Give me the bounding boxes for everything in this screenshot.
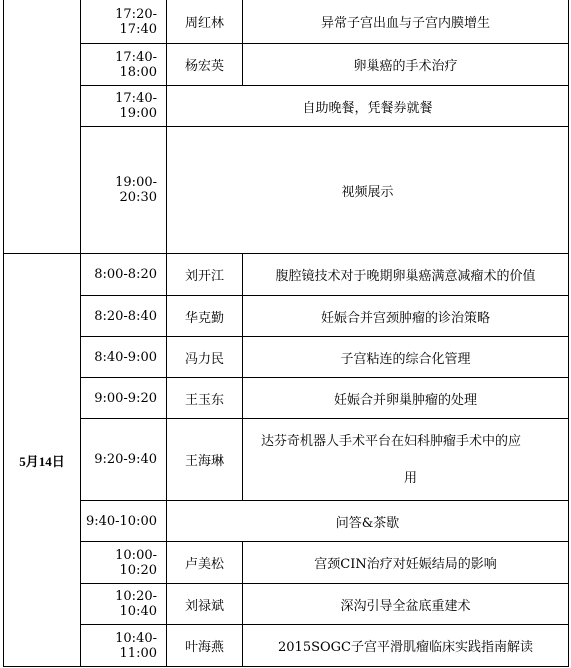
topic-cell: 深沟引导全盆底重建术 [243, 584, 569, 625]
speaker-cell: 杨宏英 [167, 44, 243, 86]
speaker-cell: 王玉东 [167, 378, 243, 419]
time-cell: 17:20-17:40 [81, 0, 167, 44]
topic-cell [243, 419, 569, 501]
table-row [4, 542, 569, 584]
table-row [4, 86, 569, 127]
topic-cell: 2015SOGC子宫平滑肌瘤临床实践指南解读 [243, 625, 569, 667]
speaker-cell: 王海琳 [167, 419, 243, 501]
time-cell: 10:00-10:20 [81, 542, 167, 584]
time-cell: 10:20-10:40 [81, 584, 167, 625]
table-row [4, 501, 569, 542]
table-row [4, 296, 569, 337]
time-cell: 8:00-8:20 [81, 254, 167, 296]
topic-cell: 妊娠合并卵巢肿瘤的处理 [243, 378, 569, 419]
topic-cell: 腹腔镜技术对于晚期卵巢癌满意减瘤术的价值 [243, 254, 569, 296]
table-row [4, 254, 569, 296]
topic-line: 达芬奇机器人手术平台在妇科肿瘤手术中的应 [261, 433, 522, 449]
topic-cell: 宫颈CIN治疗对妊娠结局的影响 [243, 542, 569, 584]
topic-line: 用 [403, 470, 417, 486]
topic-cell: 视频展示 [167, 127, 569, 254]
time-cell: 9:40-10:00 [81, 501, 167, 542]
table-row [4, 378, 569, 419]
speaker-cell: 华克勤 [167, 296, 243, 337]
table-row [4, 337, 569, 378]
table-row [4, 44, 569, 86]
speaker-cell: 刘开江 [167, 254, 243, 296]
time-cell: 8:20-8:40 [81, 296, 167, 337]
date-cell: 5月14日 [4, 254, 81, 667]
topic-cell: 自助晚餐，凭餐券就餐 [167, 86, 569, 127]
table-row [4, 419, 569, 501]
time-cell: 9:00-9:20 [81, 378, 167, 419]
topic-cell: 异常子宫出血与子宫内膜增生 [243, 0, 569, 44]
time-cell: 8:40-9:00 [81, 337, 167, 378]
topic-cell: 子宫粘连的综合化管理 [243, 337, 569, 378]
table-row [4, 0, 569, 44]
speaker-cell: 叶海燕 [167, 625, 243, 667]
time-cell: 9:20-9:40 [81, 419, 167, 501]
table-row [4, 625, 569, 667]
topic-cell: 妊娠合并宫颈肿瘤的诊治策略 [243, 296, 569, 337]
topic-cell: 问答&茶歇 [167, 501, 569, 542]
topic-cell: 卵巢癌的手术治疗 [243, 44, 569, 86]
speaker-cell: 卢美松 [167, 542, 243, 584]
time-cell: 10:40-11:00 [81, 625, 167, 667]
time-cell: 17:40-18:00 [81, 44, 167, 86]
time-cell: 19:00-20:30 [81, 127, 167, 254]
time-cell: 17:40-19:00 [81, 86, 167, 127]
speaker-cell: 周红林 [167, 0, 243, 44]
schedule-table [3, 0, 569, 667]
table-row [4, 584, 569, 625]
date-cell-blank [4, 0, 81, 254]
speaker-cell: 冯力民 [167, 337, 243, 378]
speaker-cell: 刘禄斌 [167, 584, 243, 625]
table-row [4, 127, 569, 254]
